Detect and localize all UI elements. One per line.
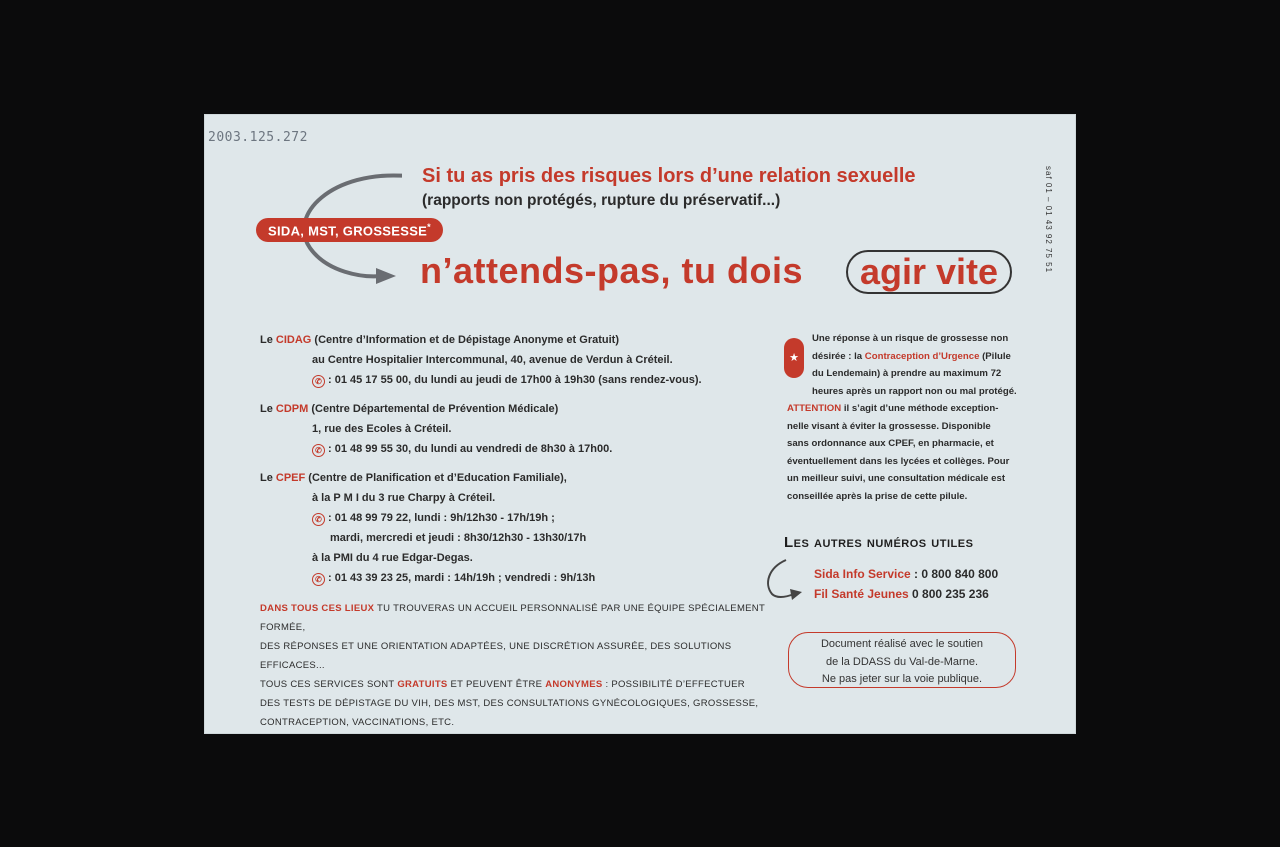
urgence-highlight: Contraception d’Urgence xyxy=(864,350,980,362)
services-line: DES RÉPONSES ET UNE ORIENTATION ADAPTÉES, UNE DISCRÉTION ASSURÉE, DES SOLUTIONS EFFICACES... xyxy=(260,641,732,671)
main-headline: n’attends-pas, tu dois xyxy=(420,250,804,291)
centers-list xyxy=(260,330,760,588)
center-name: (Centre Départemental de Prévention Médicale) xyxy=(308,403,559,415)
urgence-line: du Lendemain) à prendre au maximum 72 xyxy=(812,368,1002,380)
document-credit-box xyxy=(788,632,1016,688)
center-phone xyxy=(260,370,760,390)
urgence-line: conseillée après la prise de cette pilule. xyxy=(787,490,968,502)
useful-number-label: Sida Info Service xyxy=(814,567,911,581)
center-phone xyxy=(260,439,760,459)
curved-arrow-icon xyxy=(760,554,810,604)
credit-line: de la DDASS du Val-de-Marne. xyxy=(825,655,979,668)
useful-number-sep: : xyxy=(910,567,922,581)
urgence-line xyxy=(812,348,1032,366)
agir-vite-box: agir vite xyxy=(846,250,1012,294)
services-line: CONTRACEPTION, VACCINATIONS, ETC. xyxy=(260,717,455,728)
urgence-text: désirée : la xyxy=(812,350,865,362)
center-acronym: CDPM xyxy=(275,403,309,415)
useful-number-value: 0 800 840 800 xyxy=(921,567,999,581)
center-title xyxy=(260,468,760,488)
center-title xyxy=(260,399,760,419)
center-name: (Centre d’Information et de Dépistage Anonyme et Gratuit) xyxy=(311,334,619,346)
urgence-line: nelle visant à éviter la grossesse. Disponible xyxy=(787,420,991,432)
center-name: (Centre de Planification et d’Education Familiale), xyxy=(305,472,567,484)
star-icon: ★ xyxy=(784,338,804,378)
services-highlight: DANS TOUS CES LIEUX xyxy=(260,603,375,614)
urgence-line: éventuellement dans les lycées et collèges. Pour xyxy=(787,455,1010,467)
phone-icon: ✆ xyxy=(312,444,325,457)
useful-number-label: Fil Santé Jeunes xyxy=(814,587,909,601)
urgence-line: heures après un rapport non ou mal protégé. xyxy=(812,385,1017,397)
center-prefix: Le xyxy=(260,403,276,415)
center-address: à la PMI du 4 rue Edgar-Degas. xyxy=(312,552,473,564)
phone-icon: ✆ xyxy=(312,375,325,388)
center-phone xyxy=(260,508,760,528)
center-address: 1, rue des Ecoles à Créteil. xyxy=(312,423,452,435)
leaflet-card xyxy=(204,114,1076,734)
center-phone-text: : 01 48 99 55 30, du lundi au vendredi de 8h30 à 17h00. xyxy=(328,443,613,455)
center-address: au Centre Hospitalier Intercommunal, 40, avenue de Verdun à Créteil. xyxy=(312,354,673,366)
useful-number-value: 0 800 235 236 xyxy=(912,587,989,601)
services-paragraph xyxy=(260,599,770,732)
useful-numbers xyxy=(814,564,998,604)
services-text: ET PEUVENT ÊTRE xyxy=(447,679,546,690)
side-code: saf 01 – 01 43 92 75 51 xyxy=(1044,166,1053,274)
autres-title: Les autres numéros utiles xyxy=(784,534,974,551)
center-phone-text: : 01 48 99 79 22, lundi : 9h/12h30 - 17h/19h ; xyxy=(328,512,555,524)
center-address: à la P M I du 3 rue Charpy à Créteil. xyxy=(312,492,496,504)
useful-number-item xyxy=(814,564,998,584)
urgence-line: sans ordonnance aux CPEF, en pharmacie, et xyxy=(787,438,994,450)
inventory-number: 2003.125.272 xyxy=(208,130,308,145)
center-phone-text: : 01 43 39 23 25, mardi : 14h/19h ; vendredi : 9h/13h xyxy=(328,572,596,584)
center-acronym: CIDAG xyxy=(275,334,312,346)
services-line xyxy=(260,675,770,694)
services-text: TOUS CES SERVICES SONT xyxy=(260,679,398,690)
urgence-line: Une réponse à un risque de grossesse non xyxy=(812,333,1009,344)
risk-pill xyxy=(256,218,443,242)
services-highlight: GRATUITS xyxy=(397,679,448,690)
center-cpef xyxy=(260,468,760,588)
center-hours: mardi, mercredi et jeudi : 8h30/12h30 - 13h30/17h xyxy=(330,532,587,544)
center-phone xyxy=(260,568,760,588)
urgence-highlight: ATTENTION xyxy=(787,403,842,414)
center-phone-text: : 01 45 17 55 00, du lundi au jeudi de 17h00 à 19h30 (sans rendez-vous). xyxy=(328,374,702,386)
credit-line: Document réalisé avec le soutien xyxy=(820,638,984,650)
urgence-text: il s’agit d’une méthode exception- xyxy=(841,403,999,414)
services-highlight: ANONYMES xyxy=(545,679,603,690)
phone-icon: ✆ xyxy=(312,573,325,586)
services-line: DES TESTS DE DÉPISTAGE DU VIH, DES MST, DES CONSULTATIONS GYNÉCOLOGIQUES, GROSSESSE, xyxy=(260,698,759,709)
urgence-line: un meilleur suivi, une consultation médicale est xyxy=(787,473,1006,485)
services-text: TU TROUVERAS UN ACCUEIL PERSONNALISÉ PAR UNE ÉQUIPE SPÉCIALEMENT FORMÉE, xyxy=(260,603,765,633)
center-cdpm xyxy=(260,399,760,459)
services-line xyxy=(260,599,770,637)
headline-line2: (rapports non protégés, rupture du préservatif...) xyxy=(422,192,781,209)
services-text: : POSSIBILITÉ D’EFFECTUER xyxy=(602,679,745,690)
center-prefix: Le xyxy=(260,334,276,346)
credit-line: Ne pas jeter sur la voie publique. xyxy=(821,673,983,685)
center-cidag xyxy=(260,330,760,390)
risk-pill-mark: * xyxy=(427,222,431,232)
headline-line1: Si tu as pris des risques lors d’une relation sexuelle xyxy=(422,165,916,187)
phone-icon: ✆ xyxy=(312,513,325,526)
center-title xyxy=(260,330,760,350)
useful-number-item xyxy=(814,584,998,604)
urgence-paragraph xyxy=(812,330,1032,400)
urgence-paragraph-cont xyxy=(787,400,1032,506)
center-acronym: CPEF xyxy=(275,472,306,484)
urgence-line xyxy=(787,400,1032,418)
center-prefix: Le xyxy=(260,472,276,484)
risk-pill-label: SIDA, MST, GROSSESSE xyxy=(268,223,428,239)
urgence-text: (Pilule xyxy=(979,350,1011,362)
